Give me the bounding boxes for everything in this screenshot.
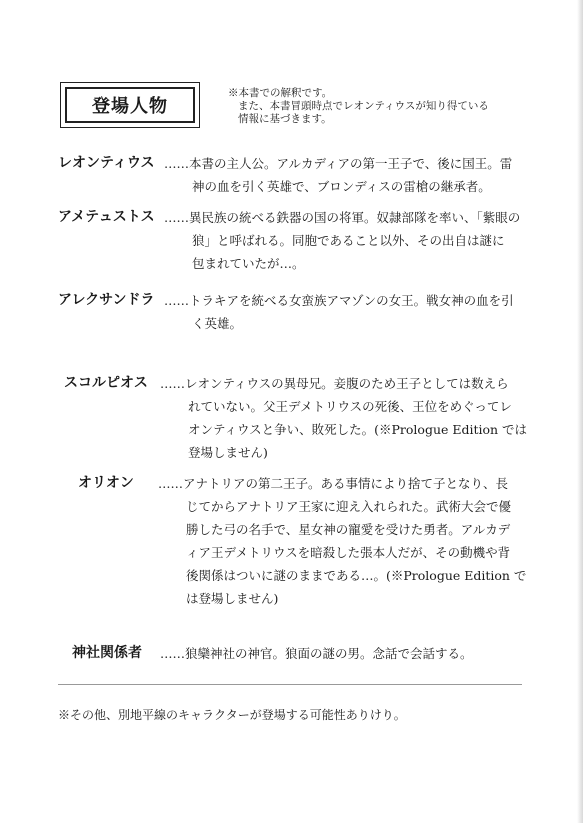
description-line: オンティウスと争い、敗死した。(※Prologue Edition では bbox=[188, 422, 528, 437]
description-line: ……トラキアを統べる女蛮族アマゾンの女王。戦女神の血を引 bbox=[164, 293, 514, 308]
description-line: は登場しません) bbox=[186, 591, 279, 606]
character-description bbox=[160, 642, 473, 665]
description-line: ……本書の主人公。アルカディアの第一王子で、後に国王。雷 bbox=[164, 156, 513, 171]
title-box bbox=[60, 82, 200, 128]
page-title: 登場人物 bbox=[92, 96, 168, 117]
character-name: オリオン bbox=[78, 475, 134, 491]
page-edge bbox=[577, 0, 583, 823]
description-line: ……異民族の統べる鉄器の国の将軍。奴隷部隊を率い、「紫眼の bbox=[164, 210, 521, 225]
character-description bbox=[164, 206, 521, 275]
character-name: レオンティウス bbox=[58, 155, 155, 171]
description-line: 狼」と呼ばれる。同胞であること以外、その出自は謎に bbox=[192, 233, 505, 248]
description-line: 神の血を引く英雄で、ブロンディスの雷槍の継承者。 bbox=[192, 179, 491, 194]
note bbox=[228, 87, 528, 126]
description-line: じてからアナトリア王家に迎え入れられた。武術大会で優 bbox=[186, 499, 512, 514]
character-name: アメテュストス bbox=[58, 209, 155, 225]
description-line: 登場しません) bbox=[188, 445, 268, 460]
description-line: 包まれていたが…。 bbox=[192, 256, 305, 271]
description-line: ィア王デメトリウスを暗殺した張本人だが、その動機や背 bbox=[186, 545, 511, 560]
note-line-1: ※本書での解釈です。 bbox=[228, 87, 333, 99]
character-name: 神社関係者 bbox=[72, 645, 142, 661]
description-line: ……狼欒神社の神官。狼面の謎の男。念話で会話する。 bbox=[160, 646, 473, 661]
description-line: く英雄。 bbox=[192, 316, 243, 331]
title-box-inner bbox=[65, 87, 195, 123]
character-name: アレクサンドラ bbox=[58, 292, 155, 308]
footer-note: ※その他、別地平線のキャラクターが登場する可能性ありけり。 bbox=[58, 708, 406, 722]
description-line: れていない。父王デメトリウスの死後、王位をめぐってレ bbox=[188, 399, 512, 414]
description-line: 勝した弓の名手で、星女神の寵愛を受けた勇者。アルカデ bbox=[186, 522, 511, 537]
description-line: ……レオンティウスの異母兄。妾腹のため王子としては数えら bbox=[160, 376, 509, 391]
character-name: スコルピオス bbox=[64, 375, 148, 391]
character-description bbox=[158, 472, 527, 610]
character-description bbox=[160, 372, 528, 464]
character-description bbox=[164, 289, 514, 335]
divider bbox=[58, 684, 522, 685]
character-description bbox=[164, 152, 513, 198]
description-line: ……アナトリアの第二王子。ある事情により捨て子となり、長 bbox=[158, 476, 509, 491]
note-line-3: 情報に基づきます。 bbox=[238, 113, 332, 125]
description-line: 後関係はついに謎のままである…。(※Prologue Edition で bbox=[186, 568, 527, 583]
note-line-2: また、本書冒頭時点でレオンティウスが知り得ている bbox=[238, 100, 489, 112]
